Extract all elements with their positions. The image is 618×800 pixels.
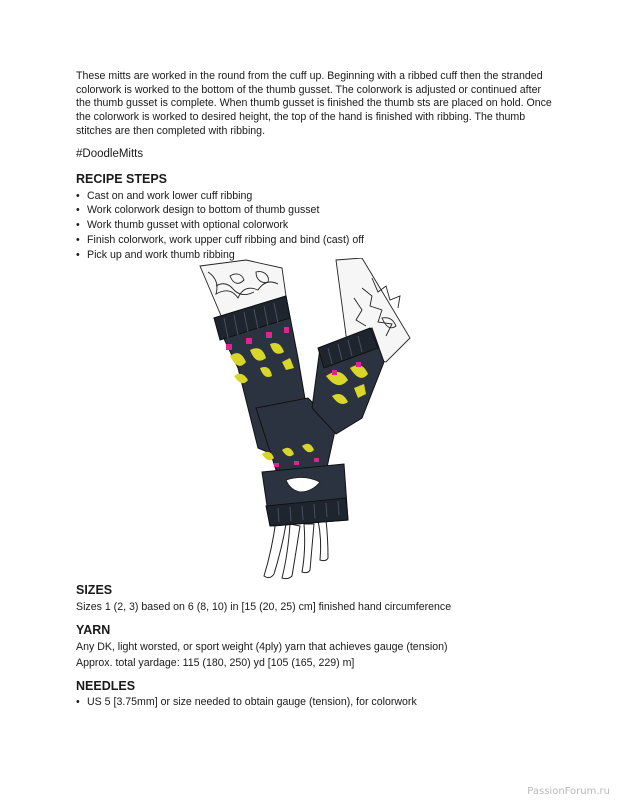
yardage-text: Approx. total yardage: 115 (180, 250) yd [105 (165, 229) m] <box>76 657 355 669</box>
document-body <box>76 70 554 263</box>
list-item: • Work thumb gusset with optional colorwork <box>76 218 554 233</box>
needles-heading: NEEDLES <box>76 679 136 693</box>
sizes-heading: SIZES <box>76 583 113 597</box>
yarn-heading: YARN <box>76 623 111 637</box>
list-item: • Pick up and work thumb ribbing <box>76 248 554 263</box>
intro-paragraph: These mitts are worked in the round from the cuff up. Beginning with a ribbed cuff then the stranded colorwork is worked to the bottom of the thumb gusset. The colorwork is adjusted or continued after the thumb gusset is complete. When thumb gusset is finished the thumb sts are placed on hold. Once the colorwork is worked to desired height, the top of the hand is finished with ribbing. The thumb stitches are then completed with ribbing. <box>76 70 552 137</box>
list-item: • Cast on and work lower cuff ribbing <box>76 189 554 204</box>
details-section <box>76 583 554 710</box>
needles-list <box>76 695 554 710</box>
recipe-steps-list <box>76 189 554 263</box>
sizes-text: Sizes 1 (2, 3) based on 6 (8, 10) in [15 (20, 25) cm] finished hand circumference <box>76 601 452 613</box>
list-item: • US 5 [3.75mm] or size needed to obtain gauge (tension), for colorwork <box>76 695 554 710</box>
hashtag: #DoodleMitts <box>76 147 144 160</box>
recipe-steps-heading: RECIPE STEPS <box>76 171 167 186</box>
mitts-illustration <box>186 258 430 580</box>
list-item: • Finish colorwork, work upper cuff ribbing and bind (cast) off <box>76 233 554 248</box>
list-item: • Work colorwork design to bottom of thumb gusset <box>76 203 554 218</box>
watermark: PassionForum.ru <box>527 786 610 797</box>
yarn-text: Any DK, light worsted, or sport weight (4ply) yarn that achieves gauge (tension) <box>76 641 448 653</box>
